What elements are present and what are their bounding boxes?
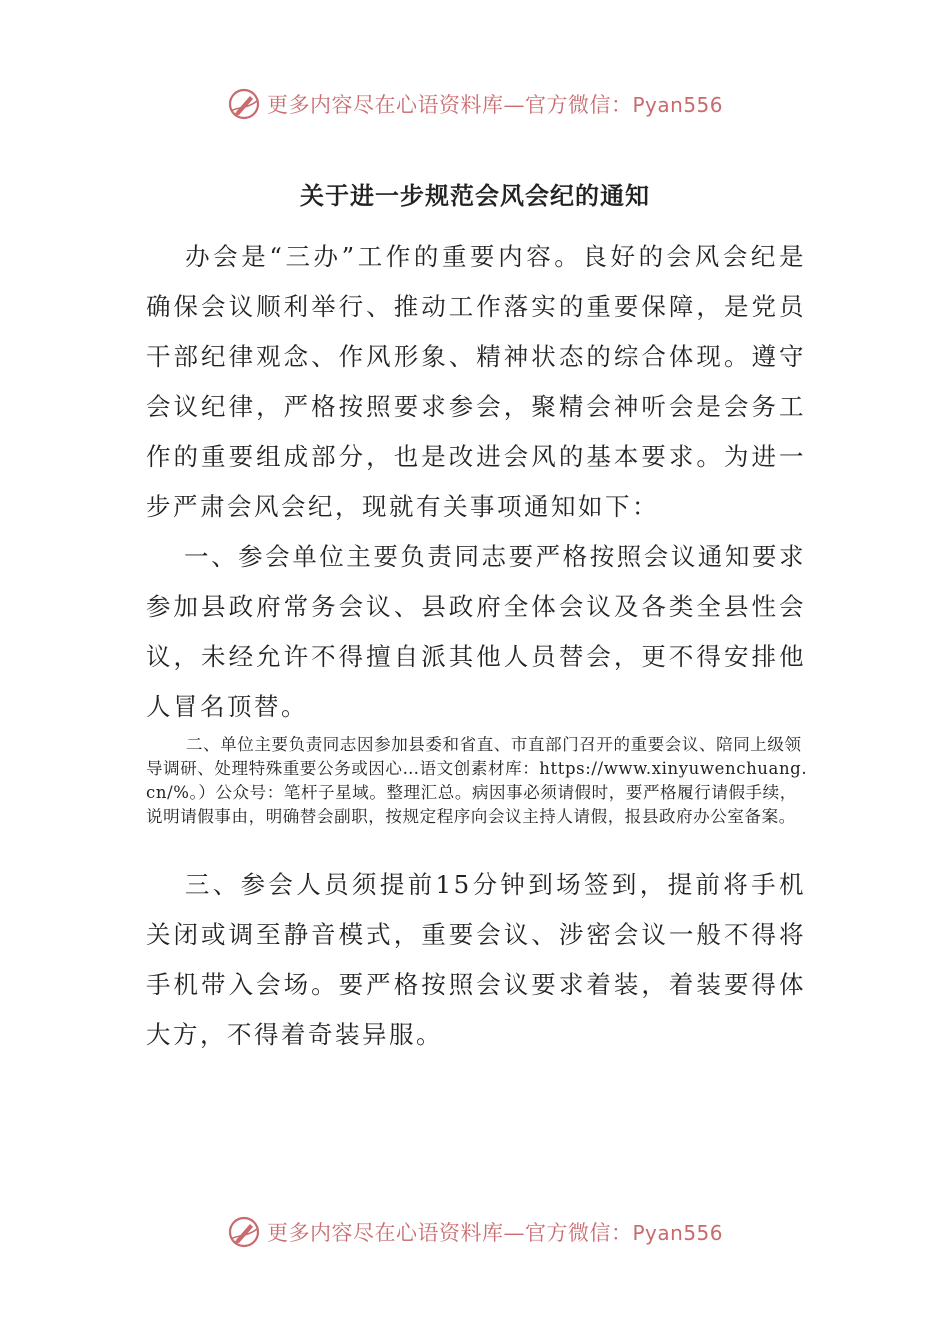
footer-banner-text: 更多内容尽在心语资料库—官方微信：Pyan556 — [266, 1221, 723, 1245]
paragraph-item-1: 一、参会单位主要负责同志要严格按照会议通知要求参加县政府常务会议、县政府全体会议及各类全县性会议，未经允许不得擅自派其他人员替会，更不得安排他人冒名顶替。 — [146, 542, 806, 721]
pen-seal-icon — [227, 1215, 261, 1249]
wechat-id: Pyan556 — [632, 1221, 723, 1245]
header-banner — [0, 84, 950, 124]
paragraph-item-2: 二、单位主要负责同志因参加县委和省直、市直部门召开的重要会议、陪同上级领导调研、处理特殊重要公务或因心…语文创素材库：https://www.xinyuwenchuang.cn/%。）公众号：笔杆子星域。整理汇总。病因事必须请假时，要严格履行请假手续，说明请假事由，明确替会副职，按规定程序向会议主持人请假，报县政府办公室备案。 — [146, 735, 808, 826]
footer-banner — [0, 1212, 950, 1252]
header-banner-text: 更多内容尽在心语资料库—官方微信：Pyan556 — [266, 93, 723, 117]
paragraph-item-3: 三、参会人员须提前15分钟到场签到，提前将手机关闭或调至静音模式，重要会议、涉密会议一般不得将手机带入会场。要严格按照会议要求着装，着装要得体大方，不得着奇装异服。 — [146, 870, 806, 1049]
footer-banner-content — [227, 1215, 723, 1249]
wechat-id: Pyan556 — [632, 93, 723, 117]
header-banner-content — [227, 87, 723, 121]
paragraph-intro: 办会是“三办”工作的重要内容。良好的会风会纪是确保会议顺利举行、推动工作落实的重要保障，是党员干部纪律观念、作风形象、精神状态的综合体现。遵守会议纪律，严格按照要求参会，聚精会神听会是会务工作的重要组成部分，也是改进会风的基本要求。为进一步严肃会风会纪，现就有关事项通知如下： — [146, 242, 806, 521]
pen-seal-icon — [227, 87, 261, 121]
document-title: 关于进一步规范会风会纪的通知 — [300, 181, 650, 210]
